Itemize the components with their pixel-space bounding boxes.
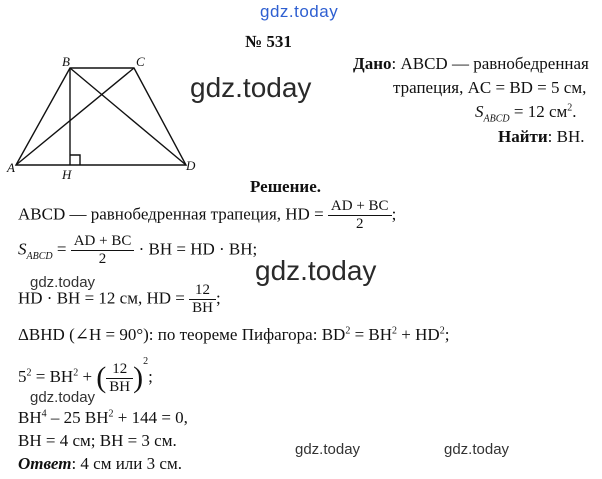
given-line-1: Дано: ABCD — равнобедренная bbox=[353, 54, 589, 73]
vertex-label-A: A bbox=[7, 160, 15, 175]
watermark-bottom-2: gdz.today bbox=[444, 441, 510, 458]
solution-heading: Решение. bbox=[250, 177, 321, 196]
vertex-label-D: D bbox=[186, 158, 196, 173]
answer-line: Ответ: 4 см или 3 см. bbox=[18, 454, 182, 473]
vertex-label-B: B bbox=[62, 54, 70, 69]
solution-line-6: $BH^4 - 25$ $BH^2 + 144 = 0$, bbox=[18, 408, 188, 427]
vertex-label-C: C bbox=[136, 54, 145, 69]
watermark-top: gdz.today bbox=[260, 2, 339, 21]
solution-line-1: ABCD — равнобедренная трапеция, HD = $\frac{AD + BC}{2}$ ; bbox=[18, 198, 397, 232]
watermark-bottom-1: gdz.today bbox=[295, 441, 361, 458]
given-line-3: $S_{ABCD} = 12$ $см^2$. bbox=[475, 102, 577, 125]
given-line-2: трапеция, AC = BD = 5 см, bbox=[393, 78, 587, 97]
find-line: Найти: BH. bbox=[498, 127, 585, 146]
watermark-middle: gdz.today bbox=[255, 255, 377, 286]
problem-number: № 531 bbox=[245, 32, 292, 51]
watermark-left-1: gdz.today bbox=[30, 274, 96, 291]
vertex-label-H: H bbox=[62, 167, 72, 182]
diagonal-AC bbox=[16, 68, 134, 165]
solution-line-7: BH = 4 см; BH = 3 см. bbox=[18, 431, 177, 450]
solution-line-3: HD · BH = 12 см, HD = $\frac{12}{BH}$ ; bbox=[18, 282, 221, 316]
solution-line-4: ΔBHD (∠H = 90°): по теореме Пифагора: $BD^2 = BH^2 + HD^2$; bbox=[18, 325, 450, 344]
solution-line-5: $5^2 = BH^2$ + ( $\frac{12}{BH}$ )$^2$; bbox=[18, 356, 153, 395]
diagonal-BD bbox=[70, 68, 186, 165]
right-angle-mark bbox=[70, 155, 80, 165]
watermark-left-2: gdz.today bbox=[30, 389, 96, 406]
solution-line-2: $S_{ABCD}$ = $\frac{AD + BC}{2}$ · BH = HD · BH; bbox=[18, 233, 258, 267]
trapezoid-outline bbox=[16, 68, 186, 165]
watermark-middle-top: gdz.today bbox=[190, 72, 312, 103]
